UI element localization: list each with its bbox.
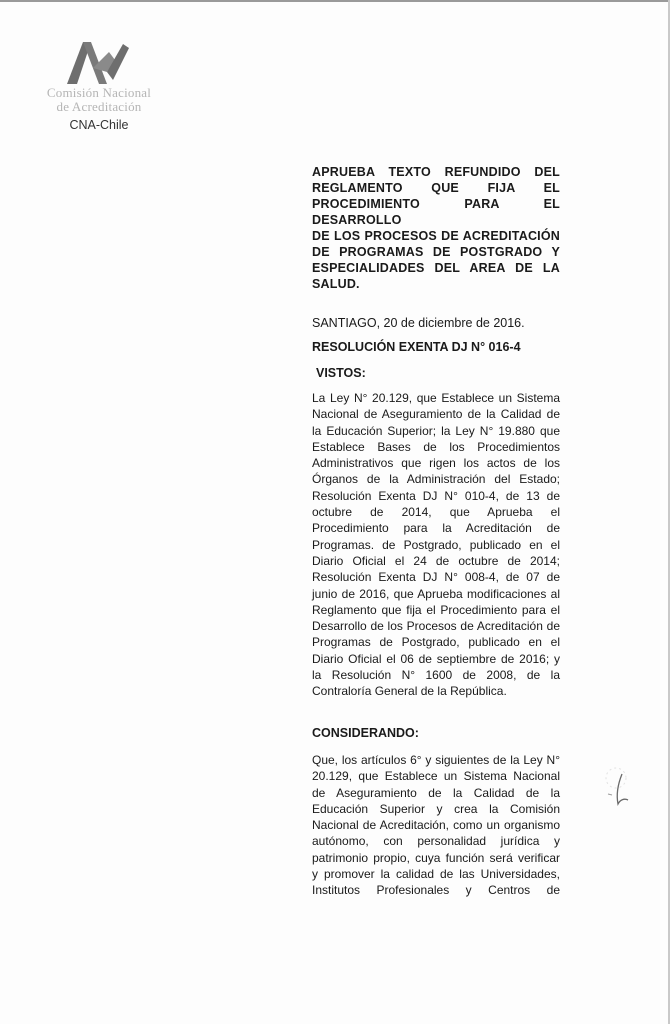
vistos-line: Resolución Exenta DJ N° 010-4, de 13 de xyxy=(312,488,560,503)
vistos-line: junio de 2016, que Aprueba modificaciones al xyxy=(312,586,560,601)
vistos-line: Diario Oficial el 24 de octubre de 2014; xyxy=(312,553,560,568)
vistos-line: La Ley N° 20.129, que Establece un Sistema xyxy=(312,391,560,405)
handwritten-initial-mark xyxy=(600,760,640,810)
vistos-line: la Resolución N° 1600 de 2008, de la xyxy=(312,668,560,683)
considerando-line: patrimonio propio, cuya función será verificar xyxy=(312,850,560,865)
vistos-line: Administrativos que rigen los actos de los xyxy=(312,456,560,471)
resolution-number: RESOLUCIÓN EXENTA DJ N° 016-4 xyxy=(312,340,521,354)
considerando-heading: CONSIDERANDO: xyxy=(312,726,419,740)
considerando-line: Institutos Profesionales y Centros de xyxy=(312,883,560,898)
vistos-line: Programas. de Postgrado, publicado en el xyxy=(312,537,560,552)
vistos-line: la Educación Superior; la Ley N° 19.880 que xyxy=(312,423,560,438)
vistos-line: Diario Oficial el 06 de septiembre de 2016; y xyxy=(312,651,560,666)
document-title xyxy=(312,164,560,292)
vistos-line: Contraloría General de la República. xyxy=(312,684,507,699)
page-top-border xyxy=(0,0,670,2)
logo-line-3: CNA-Chile xyxy=(69,118,129,132)
considerando-body xyxy=(312,752,560,899)
title-line: SALUD. xyxy=(312,277,360,291)
title-line: APRUEBA TEXTO REFUNDIDO DEL xyxy=(312,165,560,179)
vistos-line: Programas de Postgrado, publicado en el xyxy=(312,635,560,650)
title-line: REGLAMENTO QUE FIJA EL xyxy=(312,181,560,195)
title-line: ESPECIALIDADES DEL AREA DE LA xyxy=(312,261,560,275)
considerando-line: autónomo, con personalidad jurídica y xyxy=(312,834,560,849)
title-line: DE LOS PROCESOS DE ACREDITACIÓN xyxy=(312,229,560,243)
considerando-line: Educación Superior y crea la Comisión xyxy=(312,801,560,816)
document-date: SANTIAGO, 20 de diciembre de 2016. xyxy=(312,316,525,330)
considerando-line: y promover la calidad de las Universidades, xyxy=(312,867,560,882)
vistos-line: Órganos de la Administración del Estado; xyxy=(312,472,560,487)
vistos-body xyxy=(312,390,560,700)
cna-logo-icon xyxy=(63,38,133,88)
vistos-line: octubre de 2014, que Aprueba el xyxy=(312,505,560,520)
vistos-heading: VISTOS: xyxy=(316,366,366,380)
logo-line-1: Comisión Nacional xyxy=(46,85,152,100)
vistos-line: Nacional de Aseguramiento de la Calidad de xyxy=(312,407,560,422)
vistos-line: Reglamento que fija el Procedimiento para el xyxy=(312,602,560,617)
considerando-line: 20.129, que Establece un Sistema Nacional xyxy=(312,769,560,784)
logo-line-2: de Acreditación xyxy=(56,99,142,114)
title-line: DE PROGRAMAS DE POSTGRADO Y xyxy=(312,245,560,259)
cna-logo xyxy=(28,30,158,140)
vistos-line: Resolución Exenta DJ N° 008-4, de 07 de xyxy=(312,570,560,585)
vistos-line: Establece Bases de los Procedimientos xyxy=(312,439,560,454)
vistos-line: Procedimiento para la Acreditación de xyxy=(312,521,560,536)
title-line: PROCEDIMIENTO PARA EL DESARROLLO xyxy=(312,197,560,227)
considerando-line: de Aseguramiento de la Calidad de la xyxy=(312,785,560,800)
vistos-line: Desarrollo de los Procesos de Acreditación de xyxy=(312,619,560,634)
considerando-line: Nacional de Acreditación, como un organismo xyxy=(312,818,560,833)
considerando-line: Que, los artículos 6° y siguientes de la Ley N° xyxy=(312,753,560,767)
